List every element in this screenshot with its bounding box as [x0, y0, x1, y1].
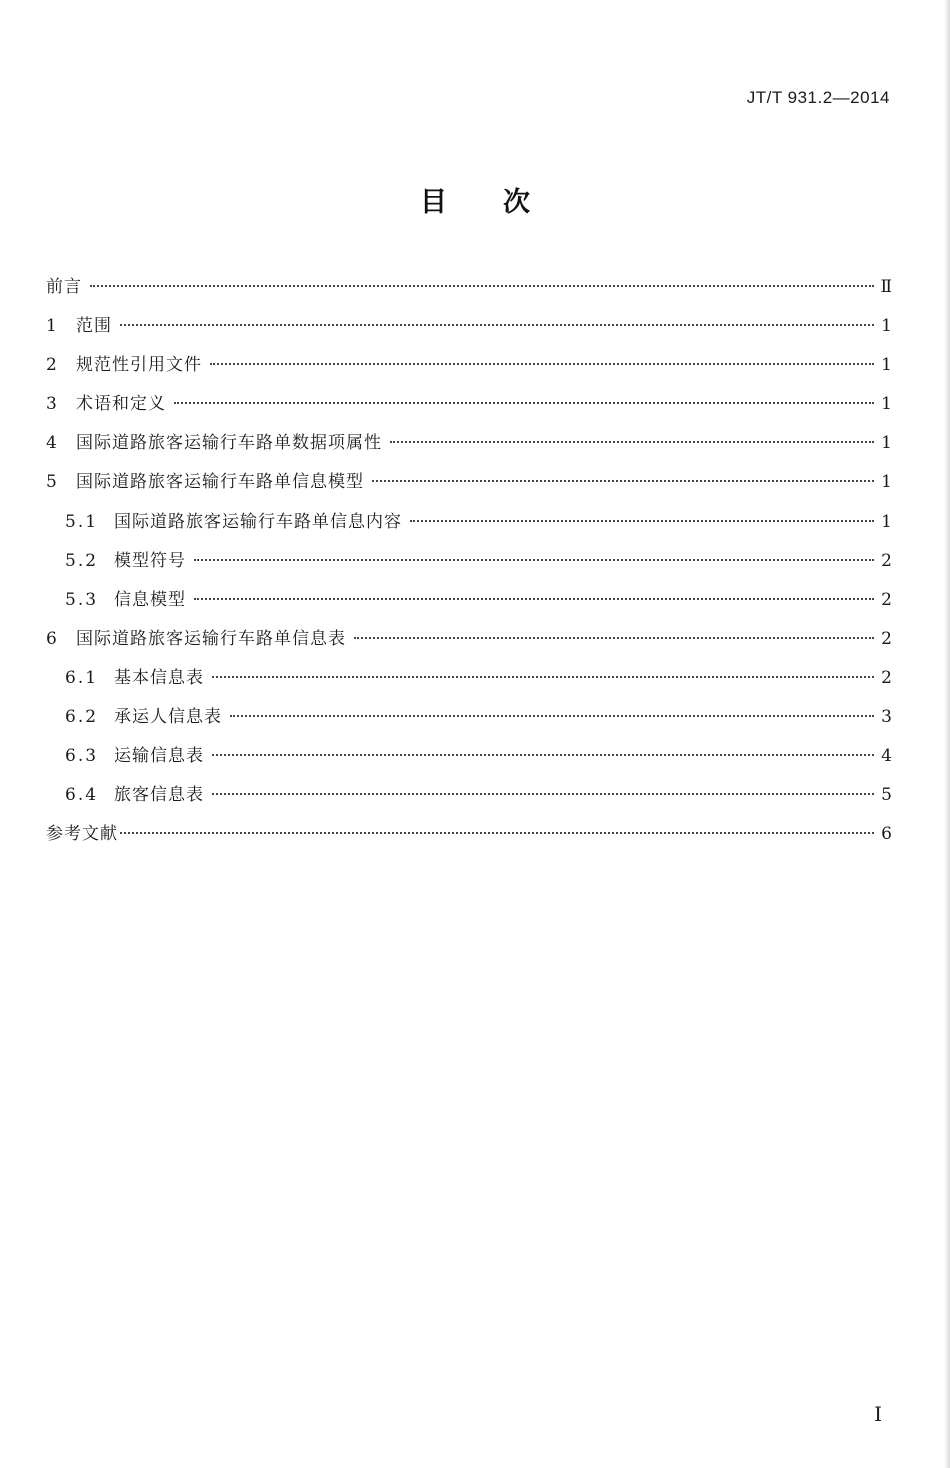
toc-entry-number: 4: [46, 433, 59, 454]
page-edge-shadow: [944, 0, 950, 1468]
toc-entry-label: 信息模型: [114, 589, 186, 610]
toc-entry-label: 模型符号: [114, 550, 186, 571]
toc-entry[interactable]: [46, 463, 892, 502]
toc-subentry[interactable]: [46, 503, 892, 542]
toc-entry-number: 3: [46, 394, 59, 415]
toc-entry-label: 旅客信息表: [114, 785, 204, 806]
toc-entry-page: 1: [881, 433, 892, 454]
toc-entry-label: 承运人信息表: [114, 707, 222, 728]
dot-leader: [410, 520, 874, 522]
toc-entry-page: 1: [881, 355, 892, 376]
toc-entry-label: 术语和定义: [76, 394, 166, 415]
toc-entry-page: 3: [881, 707, 892, 728]
toc-entry-label: 前言: [46, 277, 82, 297]
toc-entry-label: 国际道路旅客运输行车路单信息表: [76, 628, 346, 649]
dot-leader: [354, 637, 874, 639]
dot-leader: [120, 324, 874, 326]
toc-subentry[interactable]: [46, 581, 892, 620]
toc-entry-label: 范围: [76, 316, 112, 337]
dot-leader: [194, 598, 874, 600]
toc-subentry[interactable]: [46, 737, 892, 776]
toc-entry-page: 1: [881, 511, 892, 532]
toc-entry-page: Ⅱ: [880, 277, 892, 297]
dot-leader: [390, 441, 874, 443]
toc-entry-page: 1: [881, 394, 892, 415]
toc-entry[interactable]: [46, 268, 892, 307]
toc-entry[interactable]: [46, 385, 892, 424]
toc-entry[interactable]: [46, 815, 892, 854]
toc-entry-label: 参考文献: [46, 824, 118, 845]
toc-entry-label: 运输信息表: [114, 746, 204, 767]
standard-code: JT/T 931.2—2014: [746, 88, 890, 107]
toc-entry[interactable]: [46, 424, 892, 463]
toc-entry-page: 6: [881, 824, 892, 845]
dot-leader: [120, 832, 874, 834]
toc-entry-page: 1: [881, 472, 892, 493]
toc-entry-label: 国际道路旅客运输行车路单数据项属性: [76, 433, 382, 454]
table-of-contents: [46, 268, 892, 854]
toc-entry-number: 5.2: [65, 550, 99, 571]
toc-entry-number: 5: [46, 472, 59, 493]
toc-entry-number: 5.3: [65, 589, 99, 610]
toc-entry-number: 1: [46, 316, 59, 337]
toc-entry-label: 国际道路旅客运输行车路单信息模型: [76, 472, 364, 493]
toc-entry-page: 2: [881, 667, 892, 688]
toc-subentry[interactable]: [46, 776, 892, 815]
dot-leader: [174, 402, 874, 404]
dot-leader: [212, 676, 874, 678]
toc-entry[interactable]: [46, 307, 892, 346]
toc-subentry[interactable]: [46, 542, 892, 581]
page-number: Ⅰ: [874, 1402, 882, 1426]
toc-entry-page: 2: [881, 550, 892, 571]
dot-leader: [194, 559, 874, 561]
toc-entry-label: 基本信息表: [114, 667, 204, 688]
toc-entry[interactable]: [46, 620, 892, 659]
toc-subentry[interactable]: [46, 698, 892, 737]
dot-leader: [212, 754, 874, 756]
toc-entry-page: 4: [881, 746, 892, 767]
toc-entry-number: 6.2: [65, 707, 99, 728]
toc-entry-page: 2: [881, 628, 892, 649]
toc-entry-number: 2: [46, 355, 59, 376]
toc-entry-page: 5: [881, 785, 892, 806]
dot-leader: [372, 480, 874, 482]
dot-leader: [210, 363, 874, 365]
toc-entry-number: 6.4: [65, 785, 99, 806]
toc-entry-page: 2: [881, 589, 892, 610]
dot-leader: [90, 285, 874, 287]
dot-leader: [212, 793, 874, 795]
toc-entry-number: 6.3: [65, 746, 99, 767]
toc-entry-number: 6.1: [65, 667, 99, 688]
page-title: 目次: [420, 187, 586, 218]
toc-entry-label: 规范性引用文件: [76, 355, 202, 376]
toc-entry-number: 6: [46, 628, 59, 649]
toc-entry-page: 1: [881, 316, 892, 337]
dot-leader: [230, 715, 874, 717]
toc-entry-number: 5.1: [65, 511, 99, 532]
toc-entry[interactable]: [46, 346, 892, 385]
toc-subentry[interactable]: [46, 659, 892, 698]
toc-entry-label: 国际道路旅客运输行车路单信息内容: [114, 511, 402, 532]
